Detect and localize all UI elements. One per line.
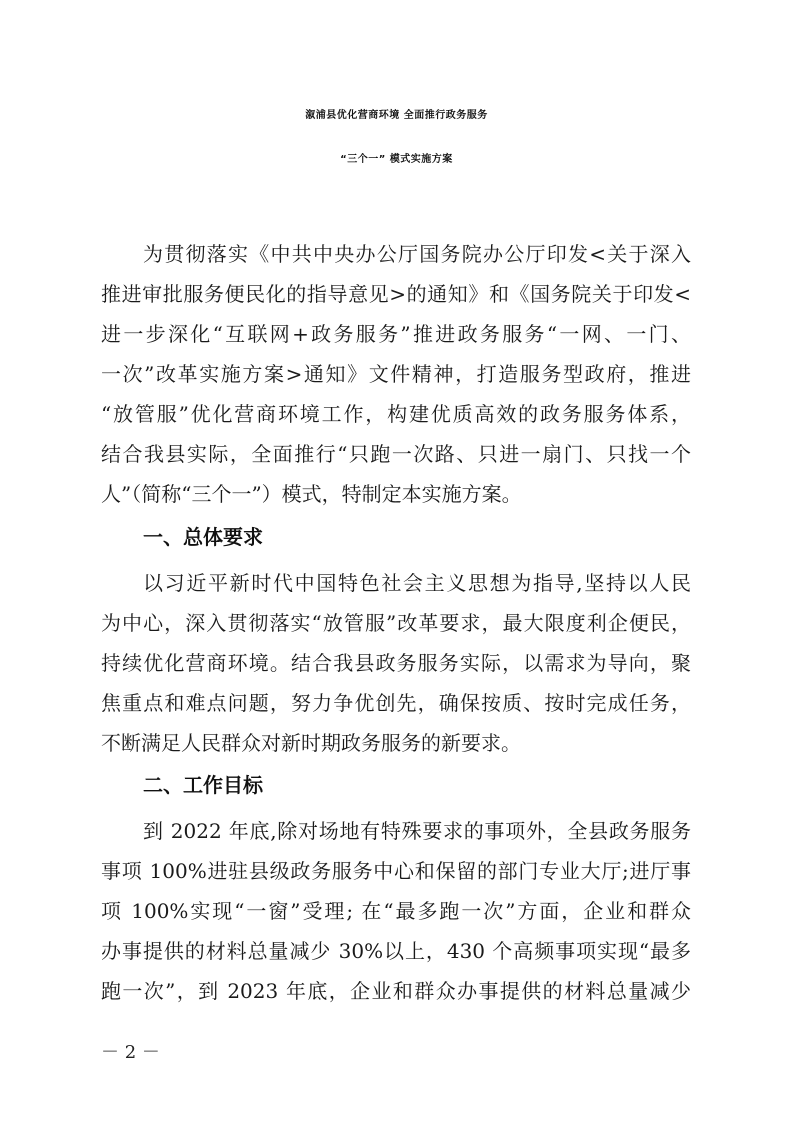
- page-number: － 2 －: [101, 1042, 160, 1063]
- section2-line: 跑一次”，到 2023 年底，企业和群众办事提供的材料总量减少: [101, 979, 691, 1003]
- intro-line: “放管服”优化营商环境工作，构建优质高效的政务服务体系，: [101, 402, 691, 426]
- section1-line: 以习近平新时代中国特色社会主义思想为指导,坚持以人民: [143, 571, 691, 595]
- section2-line: 项 100%实现“一窗”受理; 在“最多跑一次”方面，企业和群众: [101, 899, 691, 923]
- section2-line: 事项 100%进驻县级政务服务中心和保留的部门专业大厅;进厅事: [101, 859, 691, 883]
- section1-line: 为中心，深入贯彻落实“放管服”改革要求，最大限度利企便民，: [101, 611, 691, 635]
- section1-line: 不断满足人民群众对新时期政务服务的新要求。: [101, 731, 521, 755]
- section2-line: 到 2022 年底,除对场地有特殊要求的事项外，全县政务服务: [143, 819, 691, 843]
- section-heading-work-goals: 二、工作目标: [143, 773, 263, 797]
- intro-line: 人”（简称“三个一”）模式，特制定本实施方案。: [101, 482, 522, 506]
- document-title-line-2: “三个一” 模式实施方案: [340, 154, 453, 165]
- section-heading-general-requirements: 一、总体要求: [143, 525, 263, 549]
- section1-line: 焦重点和难点问题，努力争优创先，确保按质、按时完成任务，: [101, 691, 691, 715]
- intro-line: 为贯彻落实《中共中央办公厅国务院办公厅印发<关于深入: [143, 242, 691, 266]
- section2-line: 办事提供的材料总量减少 30%以上，430 个高频事项实现“最多: [101, 939, 691, 963]
- document-title-line-1: 溆浦县优化营商环境 全面推行政务服务: [305, 110, 488, 121]
- intro-line: 推进审批服务便民化的指导意见>的通知》和《国务院关于印发<: [101, 282, 691, 306]
- intro-line: 一次”改革实施方案>通知》文件精神，打造服务型政府，推进: [101, 362, 691, 386]
- intro-line: 进一步深化“互联网+政务服务”推进政务服务“一网、一门、: [101, 322, 691, 346]
- intro-line: 结合我县实际，全面推行“只跑一次路、只进一扇门、只找一个: [101, 442, 691, 466]
- section1-line: 持续优化营商环境。结合我县政务服务实际，以需求为导向，聚: [101, 651, 691, 675]
